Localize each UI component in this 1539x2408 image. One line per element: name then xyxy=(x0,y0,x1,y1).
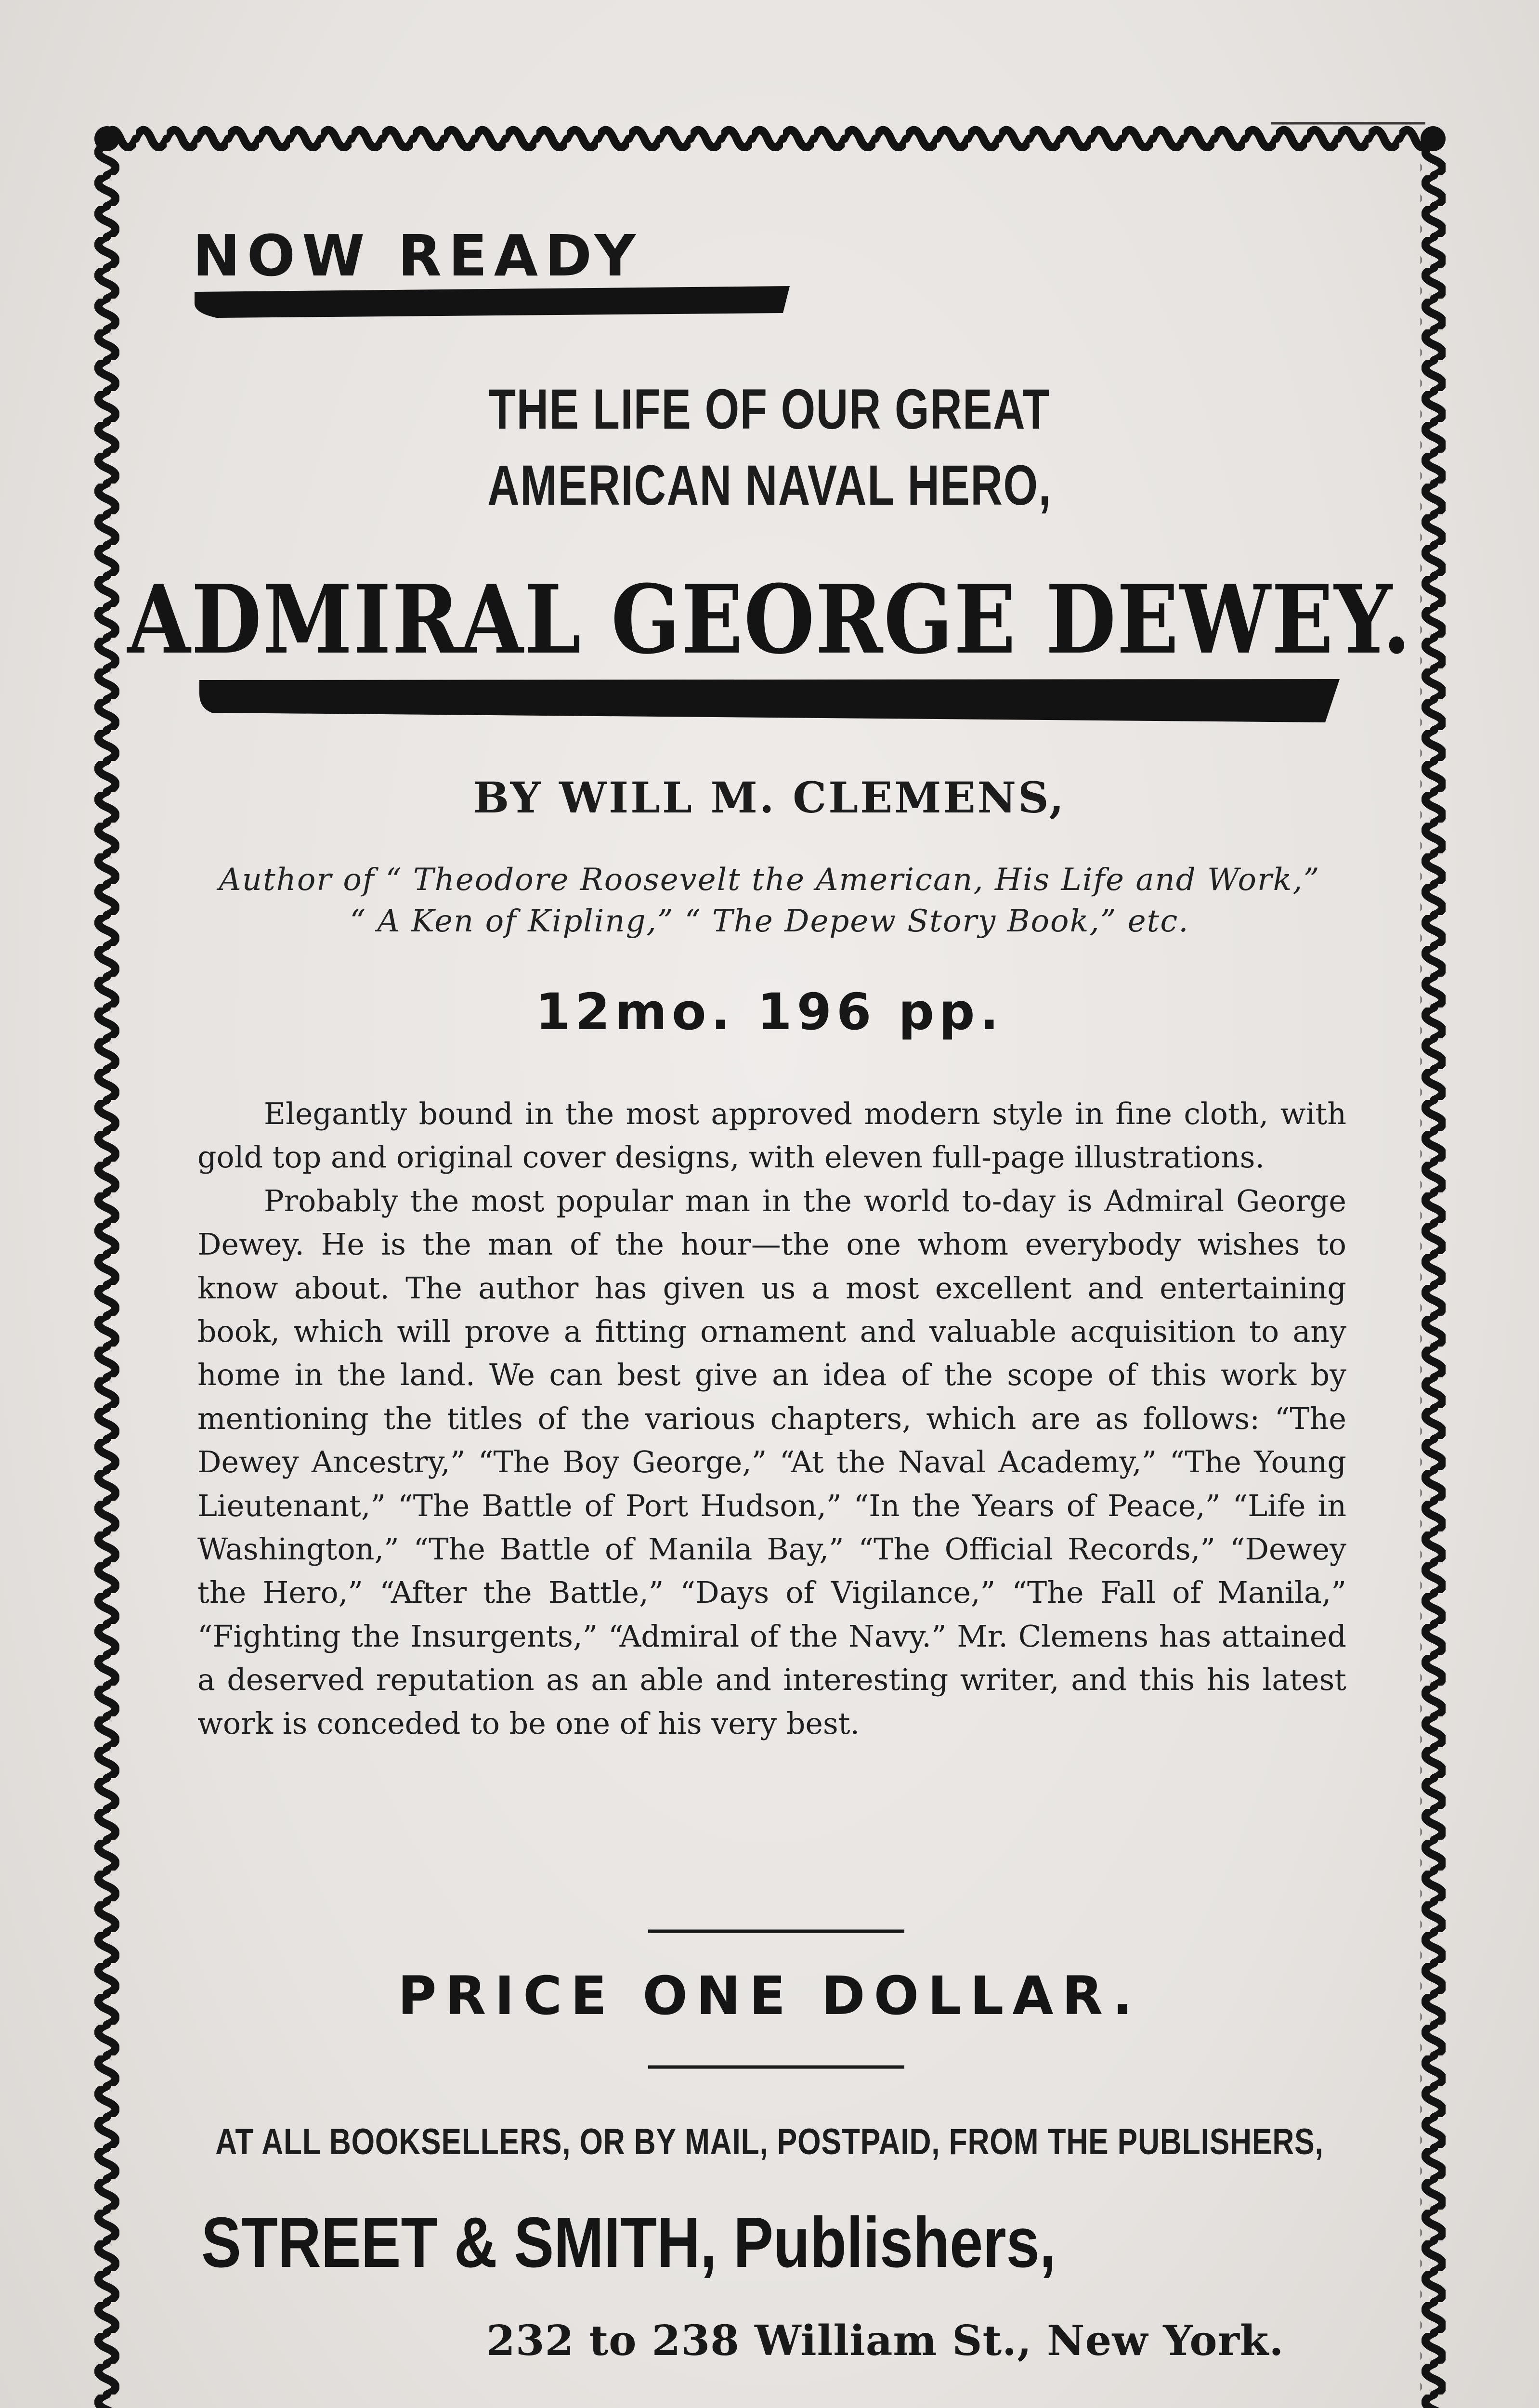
author-works-line-2: “ A Ken of Kipling,” “ The Depew Story Book,” etc. xyxy=(350,903,1189,939)
publisher-address: 232 to 238 William St., New York. xyxy=(486,2316,1284,2365)
subtitle-line-2: AMERICAN NAVAL HERO, xyxy=(487,454,1052,517)
price-line: PRICE ONE DOLLAR. xyxy=(397,1965,1142,2027)
description-paragraph-1: Elegantly bound in the most approved modern style in fine cloth, with gold top and original cover designs, with eleven full-page illustrations. xyxy=(197,1097,1346,1175)
author-byline: BY WILL M. CLEMENS, xyxy=(473,772,1066,823)
author-works-line-1: Author of “ Theodore Roosevelt the American, His Life and Work,” xyxy=(219,862,1320,898)
main-title: ADMIRAL GEORGE DEWEY. xyxy=(127,564,1412,675)
publisher-name: STREET & SMITH, Publishers, xyxy=(201,2203,1056,2282)
description-body xyxy=(197,1092,1346,1745)
description-paragraph-2: Probably the most popular man in the world to-day is Admiral George Dewey. He is the man of the hour—the one whom everybody wishes to know about. The author has given us a most excellent and entertaining book, which will prove a fitting ornament and valuable acquisition to any home in the land. We can best give an idea of the scope of this work by mentioning the titles of the various chapters, which are as follows: “The Dewey Ancestry,” “The Boy George,” “At the Naval Academy,” “The Young Lieutenant,” “The Battle of Port Hudson,” “In the Years of Peace,” “Life in Washington,” “The Battle of Manila Bay,” “The Official Records,” “Dewey the Hero,” “After the Battle,” “Days of Vigilance,” “The Fall of Manila,” “Fighting the Insurgents,” “Admiral of the Navy.” Mr. Clemens has attained a deserved reputation as an able and interesting writer, and this his latest work is conceded to be one of his very best. xyxy=(197,1183,1346,1741)
subtitle-line-1: THE LIFE OF OUR GREAT xyxy=(488,378,1051,441)
availability-line: AT ALL BOOKSELLERS, OR BY MAIL, POSTPAID, FROM THE PUBLISHERS, xyxy=(215,2121,1324,2162)
now-ready-heading: NOW READY xyxy=(193,222,642,289)
book-format: 12mo. 196 pp. xyxy=(535,982,1004,1041)
